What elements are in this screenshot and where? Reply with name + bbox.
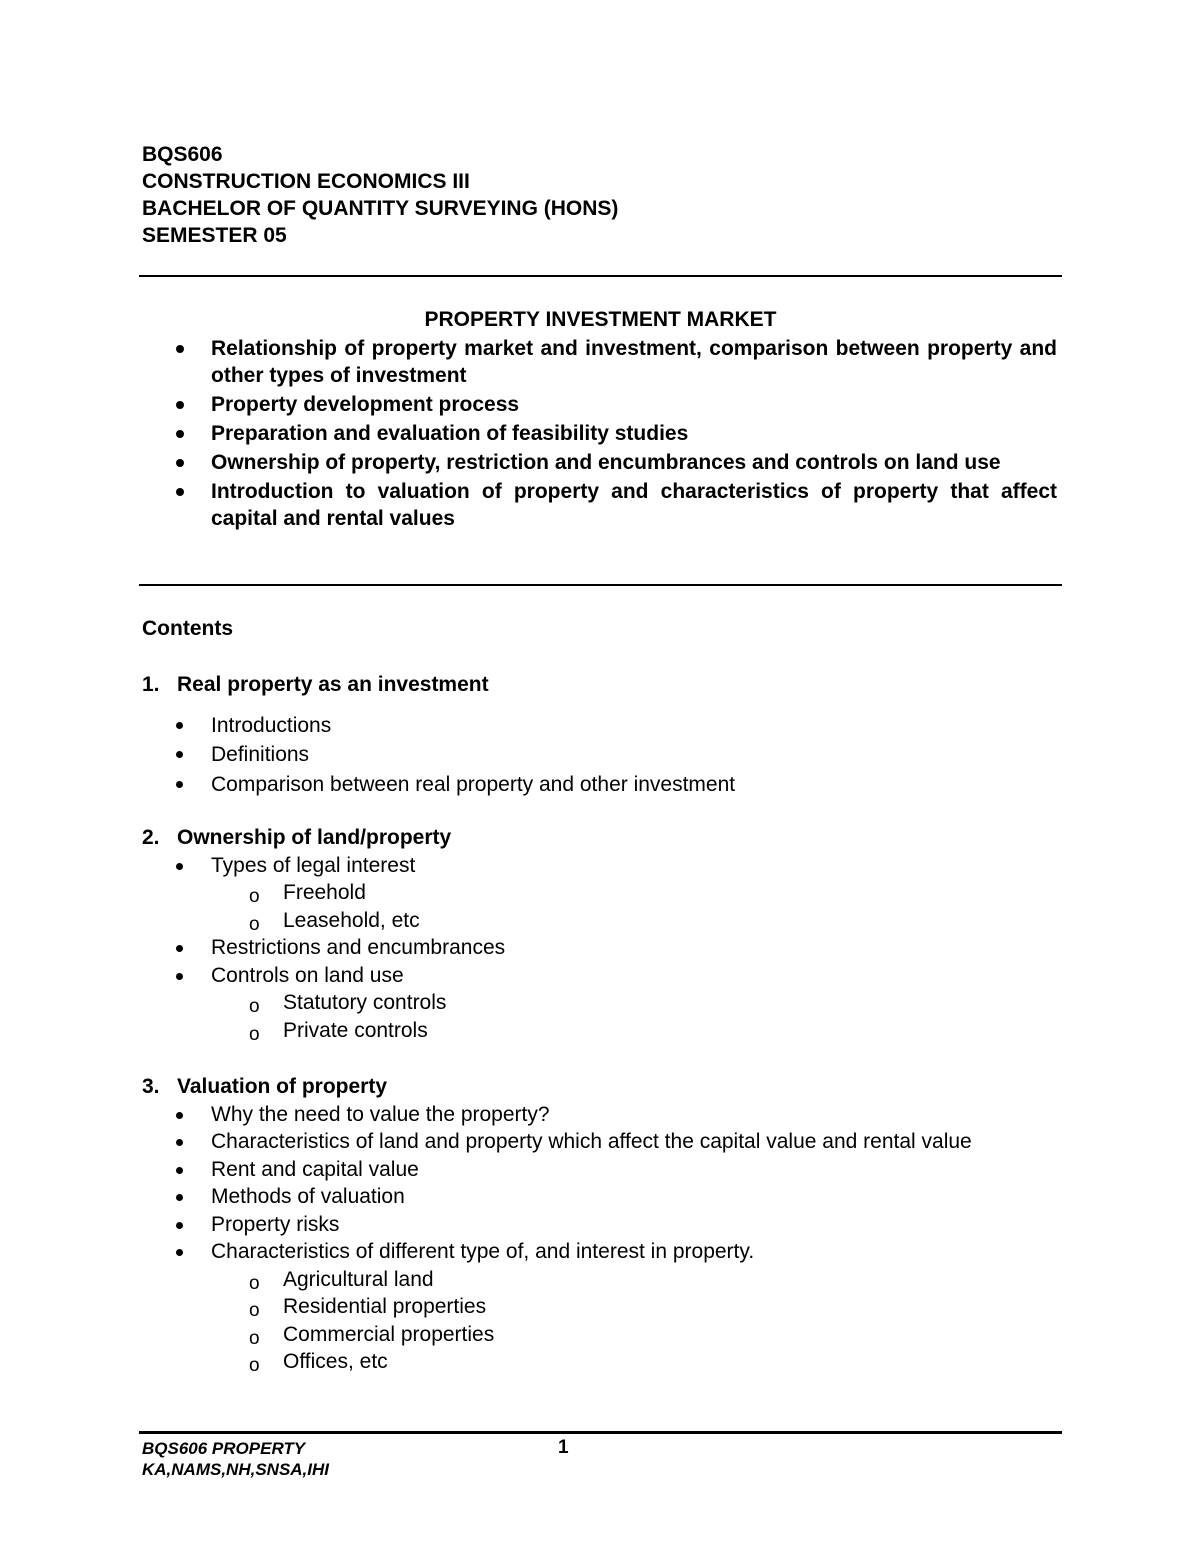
contents-section-1 (142, 671, 1057, 799)
bullet-icon (176, 459, 184, 467)
list-item: Restrictions and encumbrances (142, 934, 1057, 962)
contents-heading: Contents (142, 617, 233, 640)
bullet-icon (176, 345, 184, 353)
bullet-icon (176, 430, 184, 438)
bullet-icon (176, 1222, 183, 1229)
footer-info (142, 1438, 329, 1480)
bullet-icon (176, 1194, 183, 1201)
list-item: Introductions (142, 711, 1057, 741)
bullet-icon (176, 1167, 183, 1174)
bullet-icon (176, 781, 183, 788)
list-item: Comparison between real property and other investment (142, 770, 1057, 800)
program-name: BACHELOR OF QUANTITY SURVEYING (HONS) (142, 197, 619, 220)
contents-section-2 (142, 824, 1057, 1044)
bullet-icon (176, 973, 183, 980)
section-heading (142, 671, 1057, 699)
circle-bullet-icon: o (249, 913, 260, 935)
bullet-icon (176, 945, 183, 952)
contents-section-3 (142, 1073, 1057, 1376)
bullet-icon (176, 401, 184, 409)
list-item: Definitions (142, 740, 1057, 770)
topic-point: Property development process (139, 391, 1057, 418)
section-number: 3. (142, 1075, 160, 1098)
bullet-icon (176, 863, 183, 870)
section-items (142, 1101, 1057, 1376)
list-item: Characteristics of land and property which affect the capital value and rental value (142, 1128, 1057, 1156)
semester: SEMESTER 05 (142, 224, 287, 247)
list-item: Property risks (142, 1211, 1057, 1239)
topic-point: Ownership of property, restriction and encumbrances and controls on land use (139, 449, 1057, 476)
topic-title: PROPERTY INVESTMENT MARKET (424, 308, 777, 331)
list-item: Why the need to value the property? (142, 1101, 1057, 1129)
bullet-icon (176, 751, 183, 758)
course-name: CONSTRUCTION ECONOMICS III (142, 170, 470, 193)
footer-course: BQS606 PROPERTY (142, 1439, 306, 1458)
sub-list-item: o Commercial properties (249, 1322, 495, 1349)
circle-bullet-icon: o (249, 1327, 260, 1349)
topic-point: Introduction to valuation of property and characteristics of property that affect capital and rental values (139, 478, 1057, 532)
header-divider (139, 275, 1062, 277)
circle-bullet-icon: o (249, 1355, 260, 1376)
section-items (142, 711, 1057, 800)
footer-divider (139, 1431, 1062, 1434)
circle-bullet-icon: o (249, 1023, 260, 1045)
sub-list-item: o Agricultural land (249, 1267, 434, 1294)
sub-list-item: o Freehold (249, 881, 366, 907)
circle-bullet-icon: o (249, 996, 260, 1017)
list-item: Types of legal interest (142, 852, 1057, 880)
page-number: 1 (558, 1437, 569, 1458)
list-item: Controls on land use (142, 962, 1057, 990)
list-item: Methods of valuation (142, 1183, 1057, 1211)
section-title: Real property as an investment (177, 673, 489, 696)
bullet-icon (176, 1249, 183, 1256)
topic-points (139, 335, 1057, 534)
topic-point: Preparation and evaluation of feasibility studies (139, 420, 1057, 447)
course-code: BQS606 (142, 143, 223, 166)
circle-bullet-icon: o (249, 886, 260, 907)
bullet-icon (176, 488, 184, 496)
footer-authors: KA,NAMS,NH,SNSA,IHI (142, 1460, 330, 1479)
topic-point: Relationship of property market and investment, comparison between property and other types of investment (139, 335, 1057, 389)
section-items (142, 852, 1057, 1045)
bullet-icon (176, 1112, 183, 1119)
document-header (142, 141, 618, 249)
sub-list-item: o Offices, etc (249, 1350, 388, 1376)
section-heading (142, 824, 1057, 852)
list-item: Rent and capital value (142, 1156, 1057, 1184)
sub-list-item: o Leasehold, etc (249, 908, 420, 935)
section-title: Valuation of property (177, 1075, 388, 1098)
list-item: Characteristics of different type of, and interest in property. (142, 1238, 1057, 1266)
section-number: 2. (142, 826, 160, 849)
section-title: Ownership of land/property (177, 826, 452, 849)
topic-divider (139, 584, 1062, 586)
sub-list-item: o Residential properties (249, 1295, 487, 1321)
circle-bullet-icon: o (249, 1272, 260, 1294)
section-heading (142, 1073, 1057, 1101)
sub-list-item: o Statutory controls (249, 991, 447, 1017)
bullet-icon (176, 1139, 183, 1146)
circle-bullet-icon: o (249, 1300, 260, 1321)
bullet-icon (176, 722, 183, 729)
section-number: 1. (142, 673, 160, 696)
sub-list-item: o Private controls (249, 1018, 428, 1045)
